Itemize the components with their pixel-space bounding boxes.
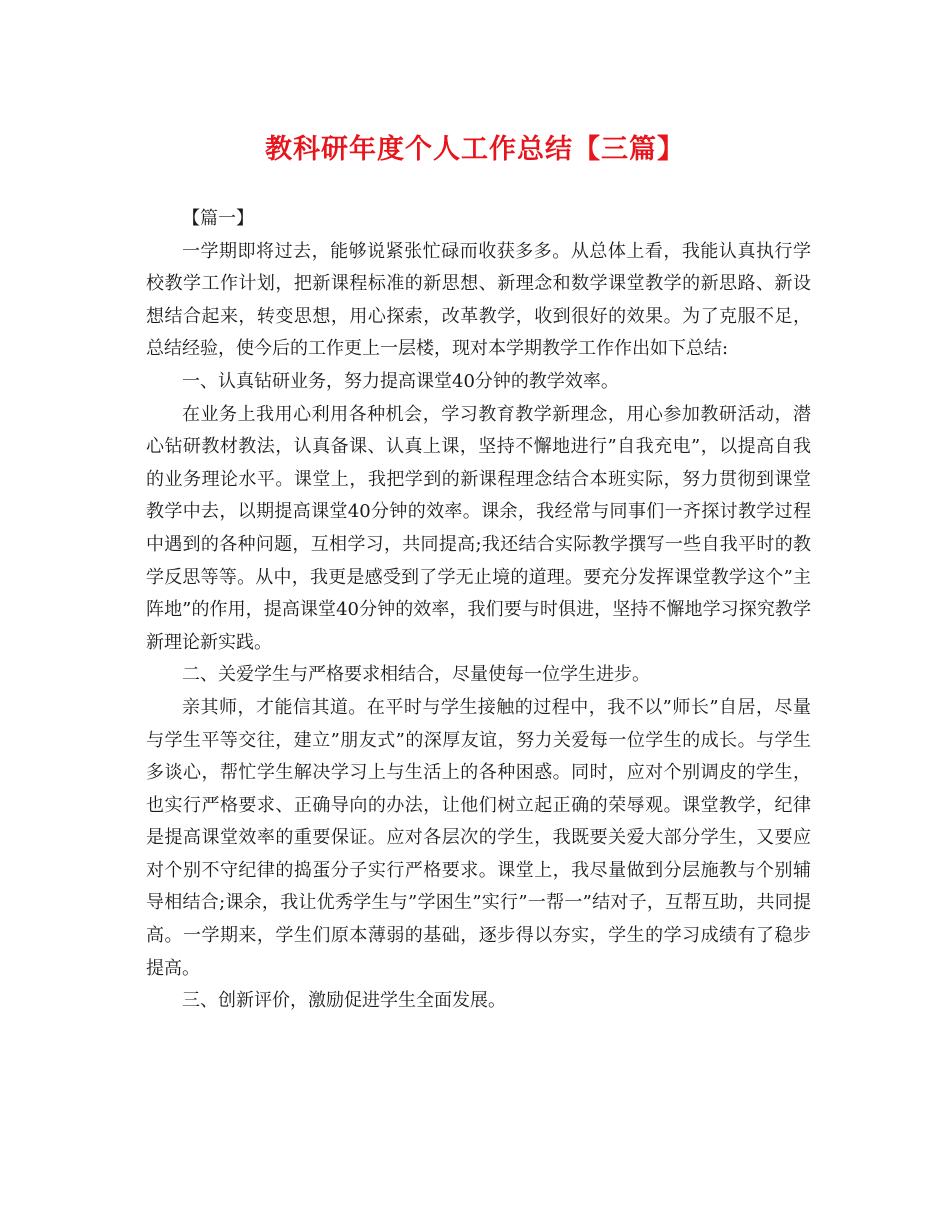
document-body (146, 203, 811, 1018)
paragraph-intro: 一学期即将过去，能够说紧张忙碌而收获多多。从总体上看，我能认真执行学校教学工作计划，把新课程标准的新思想、新理念和数学课堂教学的新思路、新设想结合起来，转变思想，用心探索，改革教学，收到很好的效果。为了克服不足，总结经验，使今后的工作更上一层楼，现对本学期教学工作作出如下总结: (146, 240, 811, 360)
heading-section-2: 二、关爱学生与严格要求相结合，尽量使每一位学生进步。 (182, 664, 650, 686)
document-title: 教科研年度个人工作总结【三篇】 (265, 134, 685, 165)
section-label: 【篇一】 (182, 208, 254, 229)
paragraph-section-1: 在业务上我用心利用各种机会，学习教育教学新理念，用心参加教研活动，潜心钻研教材教法，认真备课、认真上课，坚持不懈地进行”自我充电”，以提高自我的业务理论水平。课堂上，我把学到的新课程理念结合本班实际，努力贯彻到课堂教学中去，以期提高课堂40分钟的效率。课余，我经常与同事们一齐探讨教学过程中遇到的各种问题，互相学习，共同提高;我还结合实际教学撰写一些自我平时的教学反思等等。从中，我更是感受到了学无止境的道理。要充分发挥课堂教学这个”主阵地”的作用，提高课堂40分钟的效率，我们要与时俱进，坚持不懈地学习探究教学新理论新实践。 (146, 403, 811, 653)
heading-section-1: 一、认真钻研业务，努力提高课堂40分钟的教学效率。 (182, 370, 619, 392)
heading-section-3: 三、创新评价，激励促进学生全面发展。 (182, 990, 506, 1012)
paragraph-section-2: 亲其师，才能信其道。在平时与学生接触的过程中，我不以”师长”自居，尽量与学生平等交往，建立”朋友式”的深厚友谊，努力关爱每一位学生的成长。与学生多谈心，帮忙学生解决学习上与生活上的各种困惑。同时，应对个别调皮的学生，也实行严格要求、正确导向的办法，让他们树立起正确的荣辱观。课堂教学，纪律是提高课堂效率的重要保证。应对各层次的学生，我既要关爱大部分学生，又要应对个别不守纪律的捣蛋分子实行严格要求。课堂上，我尽量做到分层施教与个别辅导相结合;课余，我让优秀学生与”学困生”实行”一帮一”结对子，互帮互助，共同提高。一学期来，学生们原本薄弱的基础，逐步得以夯实，学生的学习成绩有了稳步提高。 (146, 696, 811, 979)
